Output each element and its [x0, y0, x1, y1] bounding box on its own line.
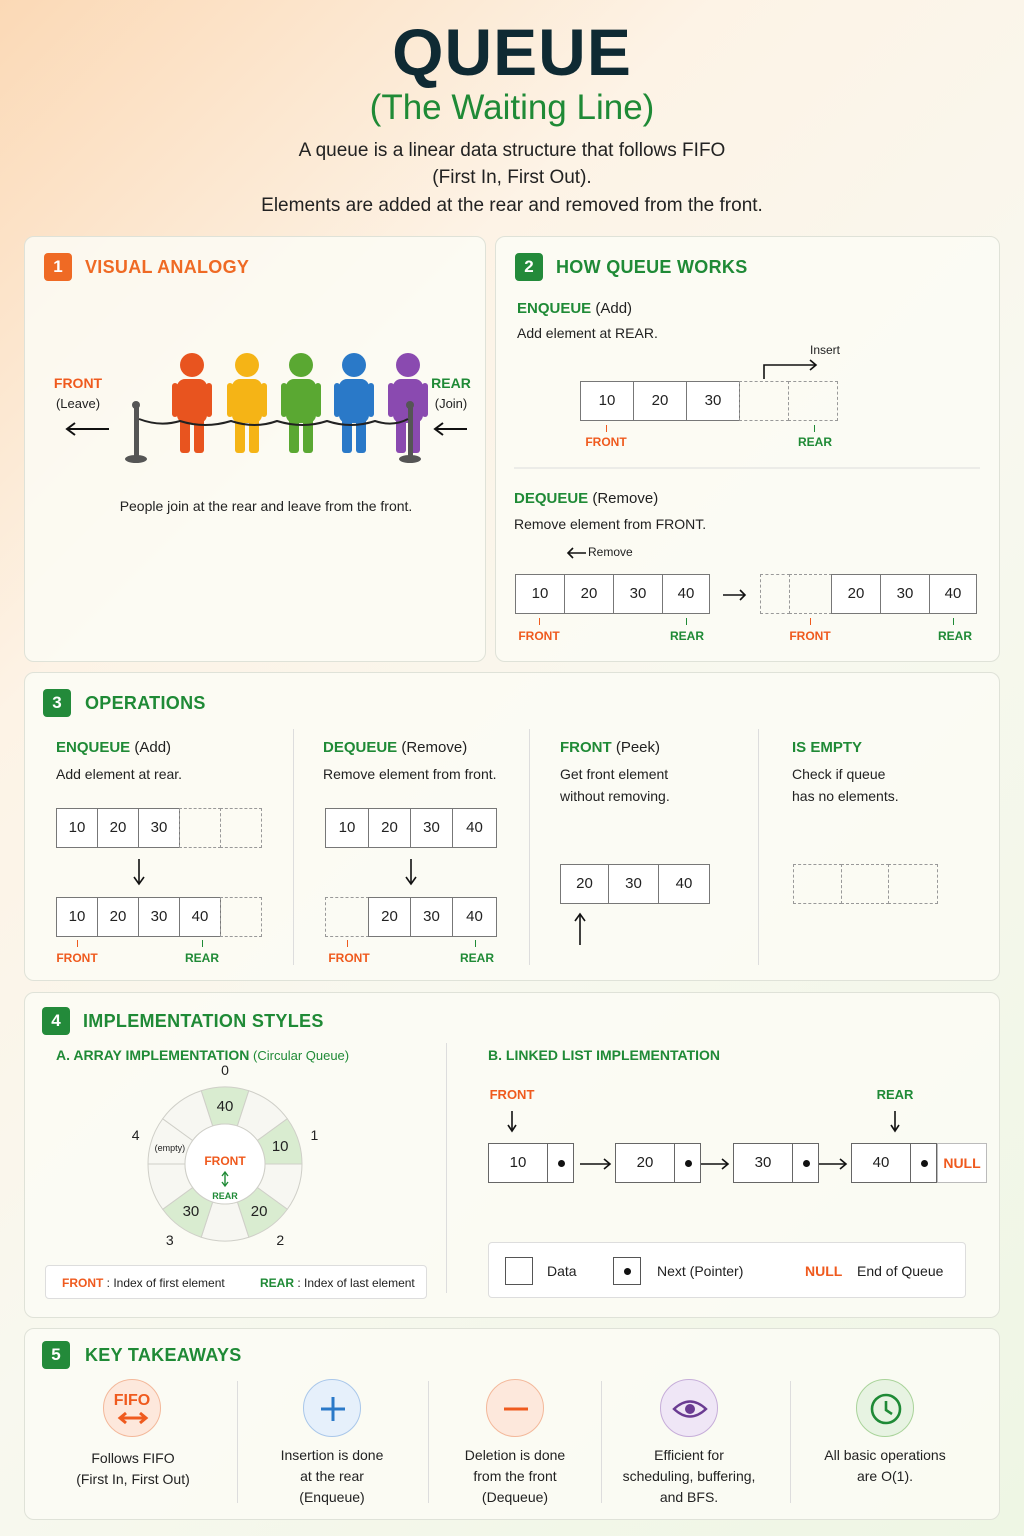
- page-title: QUEUE: [392, 15, 632, 89]
- ll-rear-label: REAR: [876, 1087, 914, 1102]
- queue-cell: 30: [608, 864, 659, 904]
- ring-value: 30: [182, 1202, 200, 1220]
- op-enqueue-desc: Add element at rear.: [56, 766, 183, 782]
- ring-value: (empty): [154, 1143, 186, 1154]
- section-title: HOW QUEUE WORKS: [556, 257, 748, 277]
- op-isempty-desc-1: Check if queue: [792, 766, 886, 782]
- section-number: 4: [42, 1007, 70, 1035]
- takeaway-insertion: Insertion is done at the rear (Enqueue): [280, 1447, 384, 1505]
- queue-cell: 20: [633, 381, 687, 421]
- empty-cell: [788, 381, 838, 421]
- section-number: 2: [515, 253, 543, 281]
- enqueue-desc: Add element at REAR.: [517, 325, 658, 341]
- divider: [601, 1381, 602, 1503]
- rear-label: REAR: [669, 629, 704, 643]
- list-node: [851, 1143, 937, 1183]
- queue-cell: 10: [325, 808, 369, 848]
- empty-cell: [739, 381, 789, 421]
- rear-label: REAR: [797, 435, 832, 449]
- front-label: FRONT: [518, 629, 560, 643]
- list-node: [488, 1143, 574, 1183]
- enqueue-heading: ENQUEUE (Add): [517, 300, 633, 317]
- op-peek-desc-2: without removing.: [560, 788, 670, 804]
- node-pointer: [547, 1144, 574, 1182]
- front-label: FRONT: [56, 951, 98, 965]
- pointer-box-icon: [613, 1257, 641, 1285]
- operation-arrows: [25, 673, 1001, 982]
- legend-end: End of Queue: [857, 1263, 944, 1279]
- linked-list-heading: B. LINKED LIST IMPLEMENTATION: [488, 1047, 721, 1063]
- node-data: 30: [754, 1154, 772, 1171]
- intro-line-3: Elements are added at the rear and removed from the front.: [261, 195, 763, 216]
- node-data: 40: [872, 1154, 890, 1171]
- remove-label: Remove: [588, 545, 633, 559]
- key-takeaways-panel: [24, 1328, 1000, 1520]
- op-dequeue-heading: DEQUEUE (Remove): [323, 739, 468, 756]
- queue-people-illustration: [25, 237, 487, 663]
- queue-cell: 30: [138, 897, 180, 937]
- queue-cell: 20: [368, 808, 411, 848]
- queue-cell: 30: [410, 897, 453, 937]
- ring-index: 0: [221, 1062, 229, 1078]
- node-pointer: [910, 1144, 937, 1182]
- front-tick: [539, 618, 540, 625]
- section-title: VISUAL ANALOGY: [85, 257, 250, 277]
- eye-icon: [660, 1379, 718, 1437]
- rear-tick: [686, 618, 687, 625]
- empty-cell: [789, 574, 832, 614]
- queue-cell: 20: [97, 897, 139, 937]
- legend-data: Data: [547, 1263, 577, 1279]
- front-tick: [810, 618, 811, 625]
- intro-line-2: (First In, First Out).: [432, 167, 592, 188]
- section-title: OPERATIONS: [85, 693, 206, 713]
- takeaway-efficiency: Efficient for scheduling, buffering, and BFS.: [622, 1447, 756, 1505]
- front-tick: [606, 425, 607, 432]
- ring-value: 40: [216, 1098, 234, 1115]
- section-title: IMPLEMENTATION STYLES: [83, 1011, 324, 1031]
- person-icon: [281, 353, 321, 453]
- queue-cell: 30: [880, 574, 930, 614]
- op-dequeue-desc: Remove element from front.: [323, 766, 497, 782]
- queue-cell: 40: [658, 864, 710, 904]
- intro-line-1: A queue is a linear data structure that follows FIFO: [298, 140, 726, 161]
- takeaway-complexity: All basic operations are O(1).: [824, 1447, 946, 1484]
- node-pointer: [674, 1144, 701, 1182]
- queue-cell: 30: [686, 381, 740, 421]
- front-label: FRONT: [328, 951, 370, 965]
- rear-label: REAR: [431, 375, 471, 391]
- implementation-panel: [24, 992, 1000, 1318]
- analogy-caption: People join at the rear and leave from the front.: [119, 498, 413, 514]
- how-queue-works-panel: [495, 236, 1000, 662]
- legend-next: Next (Pointer): [657, 1263, 744, 1279]
- queue-cell: 30: [613, 574, 663, 614]
- node-data: 10: [509, 1154, 527, 1171]
- legend-null: NULL: [805, 1263, 843, 1279]
- queue-cell: 20: [831, 574, 881, 614]
- ll-front-label: FRONT: [489, 1087, 535, 1102]
- front-label: FRONT: [585, 435, 627, 449]
- queue-cell: 20: [368, 897, 411, 937]
- dequeue-heading: DEQUEUE (Remove): [514, 490, 659, 507]
- empty-cell: [760, 574, 790, 614]
- ring-index: 3: [165, 1232, 174, 1249]
- person-icon: [172, 353, 212, 453]
- rear-tick: [814, 425, 815, 432]
- section-number: 5: [42, 1341, 70, 1369]
- ring-front-label: FRONT: [204, 1154, 246, 1168]
- section-number: 1: [44, 253, 72, 281]
- ring-index: 2: [276, 1232, 285, 1249]
- queue-cell: 20: [560, 864, 609, 904]
- minus-icon: [486, 1379, 544, 1437]
- rear-sublabel: (Join): [434, 396, 468, 411]
- ring-index: 4: [131, 1126, 140, 1143]
- list-node: [615, 1143, 701, 1183]
- divider: [237, 1381, 238, 1503]
- ring-value: 20: [250, 1202, 268, 1220]
- fifo-icon: FIFO: [103, 1379, 161, 1437]
- array-impl-heading: A. ARRAY IMPLEMENTATION (Circular Queue): [56, 1047, 350, 1063]
- front-label: FRONT: [53, 375, 103, 391]
- queue-cell: 40: [452, 897, 497, 937]
- queue-cell: 40: [452, 808, 497, 848]
- op-isempty-heading: IS EMPTY: [792, 739, 863, 756]
- page-subtitle: (The Waiting Line): [369, 88, 655, 127]
- op-enqueue-heading: ENQUEUE (Add): [56, 739, 172, 756]
- section-title: KEY TAKEAWAYS: [85, 1345, 242, 1365]
- insert-label: Insert: [810, 343, 841, 357]
- linked-list-legend: [488, 1242, 966, 1298]
- rear-label: REAR: [459, 951, 494, 965]
- op-peek-heading: FRONT (Peek): [560, 739, 661, 756]
- person-icon: [334, 353, 374, 453]
- operations-panel: [24, 672, 1000, 981]
- ring-index: 1: [310, 1126, 319, 1143]
- op-peek-desc-1: Get front element: [560, 766, 669, 782]
- node-data: 20: [636, 1154, 654, 1171]
- person-icon: [227, 353, 267, 453]
- list-node: [733, 1143, 819, 1183]
- clock-icon: [856, 1379, 914, 1437]
- ring-rear-label: REAR: [212, 1191, 238, 1201]
- op-isempty-desc-2: has no elements.: [792, 788, 899, 804]
- dequeue-desc: Remove element from FRONT.: [514, 516, 707, 532]
- rear-label: REAR: [184, 951, 219, 965]
- section-number: 3: [43, 689, 71, 717]
- front-sublabel: (Leave): [55, 396, 101, 411]
- rear-label: REAR: [937, 629, 972, 643]
- queue-cell: 10: [56, 808, 98, 848]
- queue-cell: 40: [662, 574, 710, 614]
- plus-icon: [303, 1379, 361, 1437]
- queue-cell: 30: [138, 808, 180, 848]
- queue-cell: 40: [929, 574, 977, 614]
- queue-cell: 20: [97, 808, 139, 848]
- visual-analogy-panel: [24, 236, 486, 662]
- data-box-icon: [505, 1257, 533, 1285]
- takeaway-deletion: Deletion is done from the front (Dequeue): [464, 1447, 566, 1505]
- front-label: FRONT: [789, 629, 831, 643]
- takeaway-fifo: Follows FIFO (First In, First Out): [76, 1450, 190, 1487]
- queue-cell: 30: [410, 808, 453, 848]
- node-pointer: [792, 1144, 819, 1182]
- queue-cell: 10: [56, 897, 98, 937]
- divider: [790, 1381, 791, 1503]
- null-node: NULL: [937, 1143, 987, 1183]
- legend-rear: REAR : Index of last element: [260, 1276, 415, 1290]
- rear-tick: [953, 618, 954, 625]
- divider: [428, 1381, 429, 1503]
- queue-cell: 10: [515, 574, 565, 614]
- queue-cell: 10: [580, 381, 634, 421]
- queue-cell: 20: [564, 574, 614, 614]
- array-legend: [45, 1265, 427, 1299]
- legend-front: FRONT : Index of first element: [62, 1276, 225, 1290]
- queue-cell: 40: [179, 897, 221, 937]
- ring-value: 10: [271, 1138, 289, 1156]
